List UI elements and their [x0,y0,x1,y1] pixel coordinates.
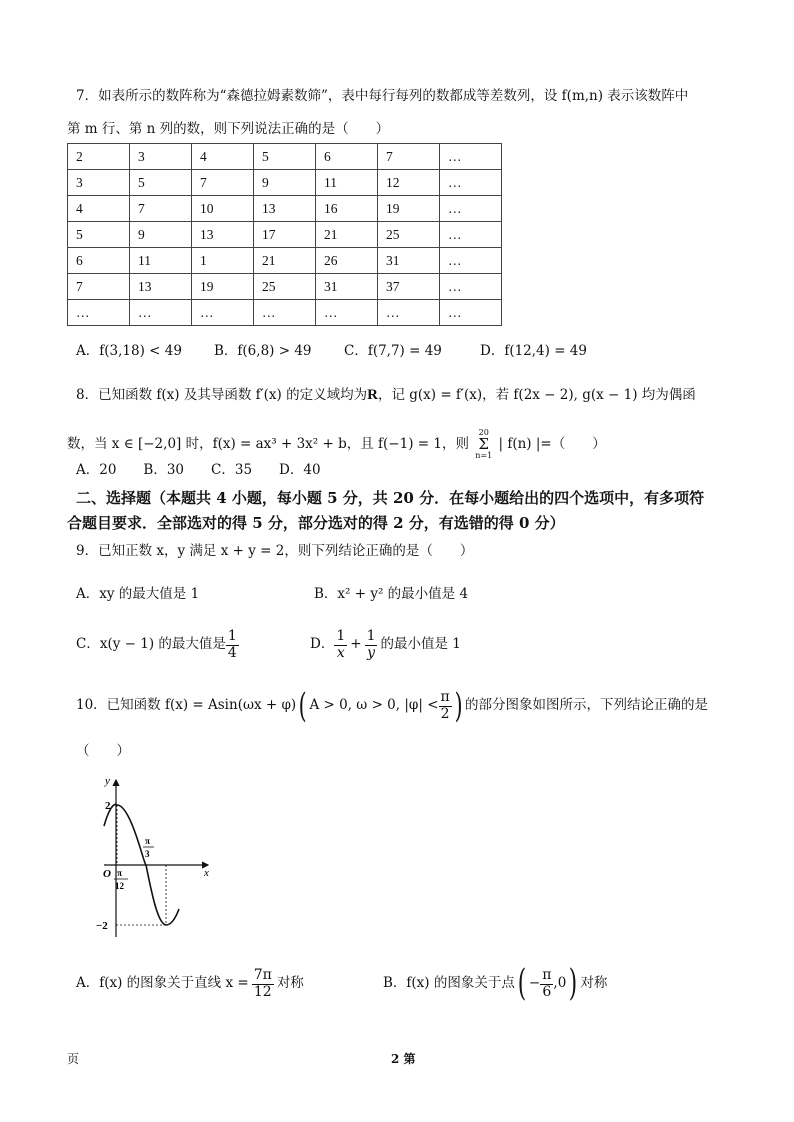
table-row [68,196,502,222]
table-cell: 17 [254,222,316,248]
q10-stem-line1: 10．已知函数 f(x) = Asin(ωx + φ) ( A > 0, ω > 0, |φ| < $\frac{\pi}{2}$ ) 的部分图象如图所示，下列结论正确的是 [76,686,708,726]
table-cell: 7 [378,144,440,170]
table-cell: 10 [192,196,254,222]
q8-line2-text: 数，当 x ∈ [−2,0] 时，f(x) = ax³ + 3x² + b，且 f(−1) = 1，则 [67,436,469,452]
table-cell: 25 [378,222,440,248]
q7-stem-line1: 7．如表所示的数阵称为“森德拉姆素数筛”，表中每行每列的数都成等差数列，设 f(m,n) 表示该数阵中 [76,88,689,104]
table-cell: 3 [68,170,130,196]
q8-text-a: 8．已知函数 f(x) 及其导函数 f′(x) 的定义域均为 [76,387,368,403]
q7-option-d: D．f(12,4) = 49 [480,343,587,359]
q9-option-d: D． $\frac{1}{x}$ + $\frac{1}{y}$ 的最小值是 1 [310,628,461,661]
fraction-one-over-y: $\frac{1}{y}$ [366,628,376,661]
table-cell: … [440,248,502,274]
table-cell: … [68,300,130,326]
sine-graph [86,772,216,942]
q9-option-c [76,627,239,663]
q9-stem: 9．已知正数 x，y 满足 x + y = 2，则下列结论正确的是（ ） [76,543,474,559]
q7-options [76,343,716,361]
table-cell: 25 [254,274,316,300]
y-label: y [105,775,110,787]
table-cell: 19 [378,196,440,222]
tick-pi12-den: 12 [115,881,124,891]
table-cell: 5 [68,222,130,248]
table-cell: 4 [68,196,130,222]
table-cell: 7 [192,170,254,196]
table-cell: 19 [192,274,254,300]
origin-label: O [103,868,111,880]
right-paren: ) [454,686,463,726]
table-cell: 12 [378,170,440,196]
fraction-7pi-over-12: $\frac{7\pi}{12}$ [253,967,272,1000]
summation-sign: 20 Σ n=1 [475,428,493,460]
table-cell: 5 [254,144,316,170]
table-cell: 11 [316,170,378,196]
q8-stem-line2 [67,429,606,460]
table-row [68,144,502,170]
q10-option-b: B．f(x) 的图象关于点 ( − $\frac{\pi}{6}$ ,0 ) 对称 [383,963,608,1004]
table-cell: … [192,300,254,326]
table-cell: … [130,300,192,326]
table-row [68,300,502,326]
tick-2: 2 [105,800,111,812]
table-cell: 7 [68,274,130,300]
q9-option-c-text: C．x(y − 1) 的最大值是 [76,636,226,653]
table-cell: 37 [378,274,440,300]
q10-stem-line2: （ ） [76,743,130,759]
fraction-one-over-x: $\frac{1}{x}$ [336,628,346,661]
table-cell: 6 [68,248,130,274]
section2-heading-line1: 二、选择题（本题共 4 小题，每小题 5 分，共 20 分．在每小题给出的四个选项中，有多项符 [76,489,705,507]
table-cell: … [316,300,378,326]
table-cell: … [440,144,502,170]
table-cell: … [440,274,502,300]
table-cell: 21 [254,248,316,274]
table-cell: … [440,300,502,326]
q7-option-a: A．f(3,18) < 49 [76,343,182,359]
table-cell: … [440,222,502,248]
q7-option-b: B．f(6,8) > 49 [214,343,312,359]
fraction-one-quarter: $\frac{1}{4}$ [227,628,237,661]
table-cell: 6 [316,144,378,170]
sum-upper: 20 [478,428,489,437]
table-cell: … [440,196,502,222]
table-cell: 31 [316,274,378,300]
table-cell: 5 [130,170,192,196]
tick-pi3-num: π [145,836,150,846]
table-cell: 11 [130,248,192,274]
q8-text-c: ，记 g(x) = f′(x)，若 f(2x − 2), g(x − 1) 均为偶函 [377,387,696,403]
q8-line2-end: | f(n) |=（ ） [498,436,606,452]
sum-lower: n=1 [475,451,493,460]
table-cell: 9 [254,170,316,196]
x-label: x [204,867,209,879]
fraction-pi-over-6: $\frac{\pi}{6}$ [542,967,552,1000]
tick-pi3-den: 3 [145,849,150,859]
table-cell: 2 [68,144,130,170]
left-paren: ( [298,686,307,726]
table-cell: 7 [130,196,192,222]
table-cell: 21 [316,222,378,248]
q9-option-b: B．x² + y² 的最小值是 4 [314,586,469,602]
sieve-table [67,143,502,326]
table-row [68,170,502,196]
table-cell: 16 [316,196,378,222]
q7-stem-line2: 第 m 行、第 n 列的数，则下列说法正确的是（ ） [67,121,390,137]
q9-option-a: A．xy 的最大值是 1 [76,586,200,602]
table-cell: 4 [192,144,254,170]
q8-real-set: R [367,387,378,403]
tick-neg2: −2 [96,920,108,932]
table-cell: 13 [254,196,316,222]
q8-options: A．20 B．30 C．35 D．40 [76,462,321,478]
table-cell: 31 [378,248,440,274]
q7-option-c: C．f(7,7) = 49 [344,343,442,359]
page-number: 2 第 [391,1052,416,1066]
q8-stem-line1 [76,388,696,403]
table-cell: 9 [130,222,192,248]
footer-left: 页 [67,1052,80,1066]
table-row [68,274,502,300]
table-cell: … [440,170,502,196]
table-cell: … [378,300,440,326]
table-cell: 13 [130,274,192,300]
table-cell: … [254,300,316,326]
table-row [68,248,502,274]
fraction-pi-over-2: $\frac{\pi}{2}$ [440,689,450,722]
table-cell: 3 [130,144,192,170]
table-cell: 1 [192,248,254,274]
table-cell: 26 [316,248,378,274]
section2-heading-line2: 合题目要求．全部选对的得 5 分，部分选对的得 2 分，有选错的得 0 分） [67,514,565,532]
q10-option-a: A．f(x) 的图象关于直线 x = $\frac{7\pi}{12}$ 对称 [76,967,304,1000]
table-row [68,222,502,248]
tick-pi12-num: π [117,868,122,878]
table-cell: 13 [192,222,254,248]
